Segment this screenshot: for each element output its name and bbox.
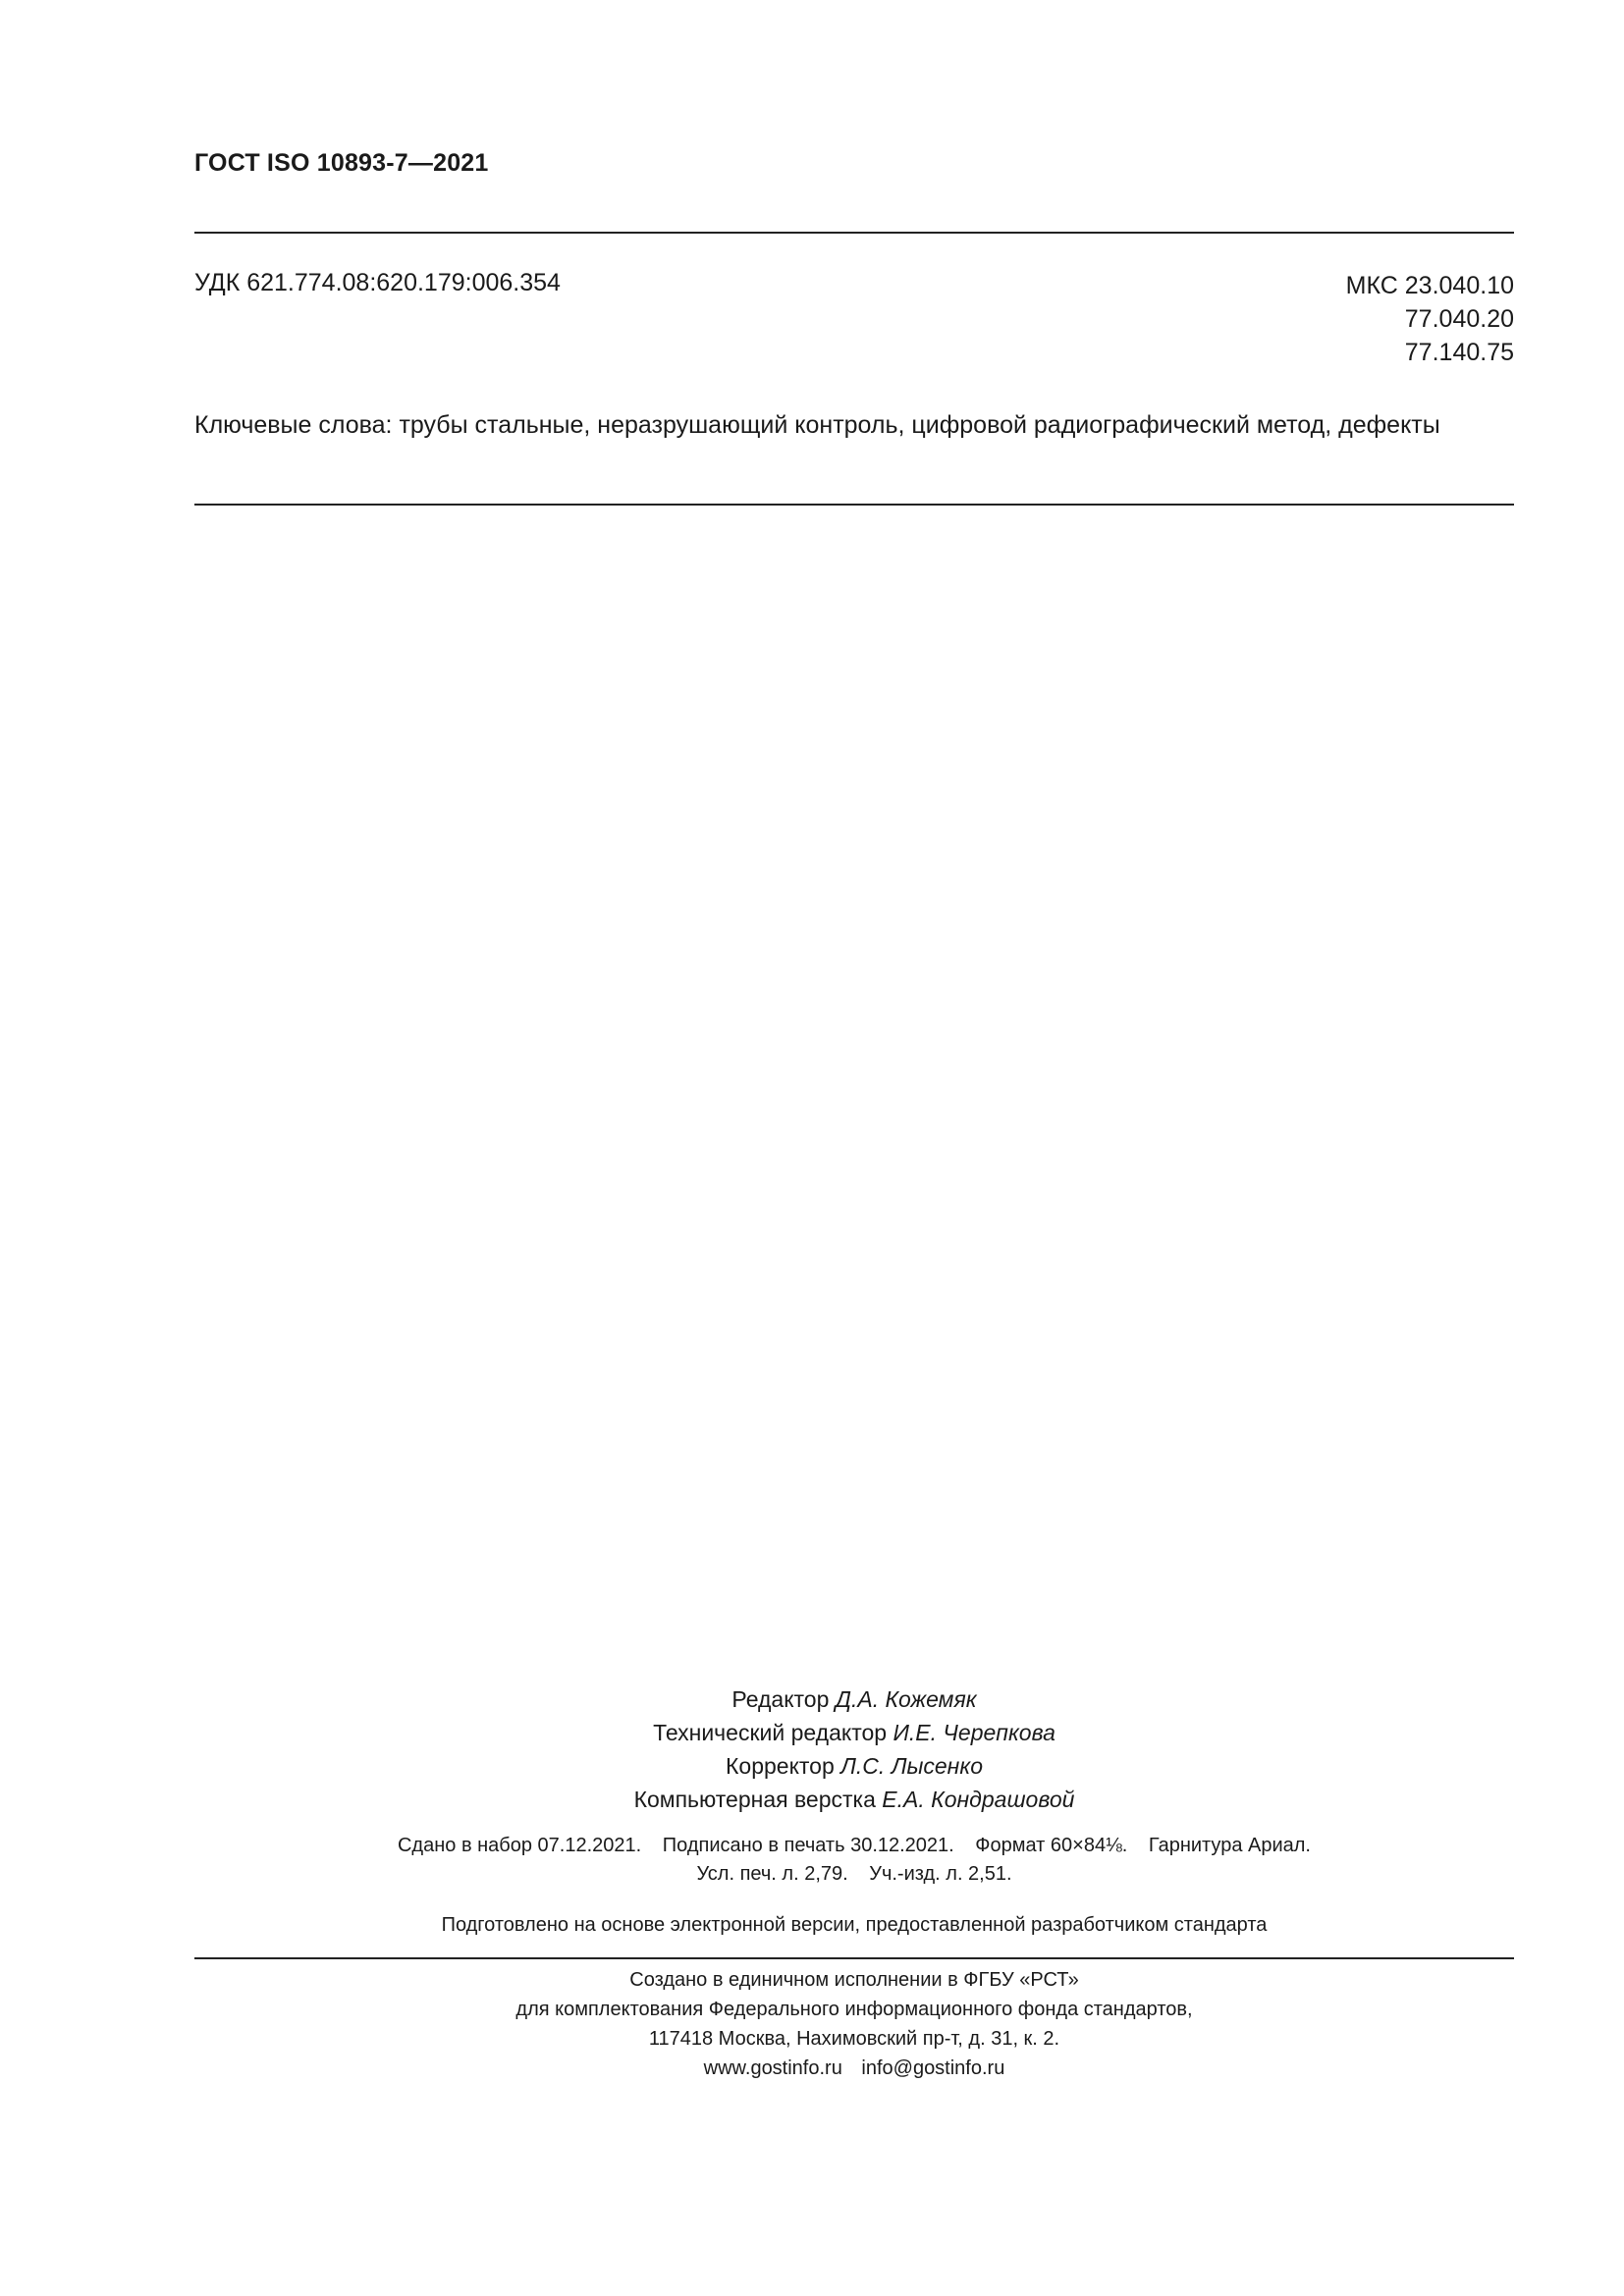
credit-layout <box>194 1783 1514 1816</box>
imprint-line-1 <box>194 1832 1514 1860</box>
publisher-divider <box>194 1957 1514 1959</box>
credit-role: Компьютерная верстка <box>633 1787 876 1812</box>
credit-editor <box>194 1682 1514 1716</box>
imprint-submitted: Сдано в набор 07.12.2021. <box>397 1835 642 1856</box>
credit-role: Технический редактор <box>653 1720 888 1745</box>
credit-role: Корректор <box>726 1753 835 1779</box>
imprint-line-2 <box>194 1860 1514 1889</box>
udk-code: УДК 621.774.08:620.179:006.354 <box>194 269 561 296</box>
credit-proofreader <box>194 1749 1514 1783</box>
credits-block <box>194 1682 1514 1816</box>
mks-code: 77.140.75 <box>1404 339 1514 366</box>
credit-name: Л.С. Лысенко <box>840 1753 983 1779</box>
publisher-line: для комплектования Федерального информационного фонда стандартов, <box>515 1999 1193 2020</box>
email-link[interactable]: info@gostinfo.ru <box>861 2057 1005 2079</box>
keywords: Ключевые слова: трубы стальные, неразрушающий контроль, цифровой радиографический метод, дефекты <box>194 411 1440 439</box>
top-divider <box>194 232 1514 234</box>
imprint-block <box>194 1832 1514 1889</box>
publisher-block <box>194 1965 1514 2083</box>
website-link[interactable]: www.gostinfo.ru <box>703 2057 842 2079</box>
mks-code: МКС 23.040.10 <box>1345 272 1514 299</box>
prepared-note: Подготовлено на основе электронной версии, предоставленной разработчиком стандарта <box>441 1914 1268 1936</box>
document-code: ГОСТ ISO 10893-7—2021 <box>194 149 489 177</box>
mks-codes <box>1346 269 1514 369</box>
imprint-pub-sheets: Уч.-изд. л. 2,51. <box>869 1863 1012 1885</box>
credit-name: Е.А. Кондрашовой <box>882 1787 1075 1812</box>
publisher-line: Создано в единичном исполнении в ФГБУ «РСТ» <box>629 1969 1079 1991</box>
credit-tech-editor <box>194 1716 1514 1749</box>
credit-role: Редактор <box>731 1686 830 1712</box>
mks-code: 77.040.20 <box>1404 305 1514 333</box>
imprint-print-sheets: Усл. печ. л. 2,79. <box>696 1863 848 1885</box>
imprint-typeface: Гарнитура Ариал. <box>1148 1835 1311 1856</box>
publisher-contacts <box>194 2054 1514 2083</box>
credit-name: Д.А. Кожемяк <box>835 1686 977 1712</box>
imprint-format: Формат 60×84⅛. <box>975 1835 1128 1856</box>
imprint-signed: Подписано в печать 30.12.2021. <box>662 1835 954 1856</box>
publisher-address: 117418 Москва, Нахимовский пр-т, д. 31, к. 2. <box>648 2028 1060 2050</box>
credit-name: И.Е. Черепкова <box>893 1720 1056 1745</box>
keywords-divider <box>194 504 1514 506</box>
